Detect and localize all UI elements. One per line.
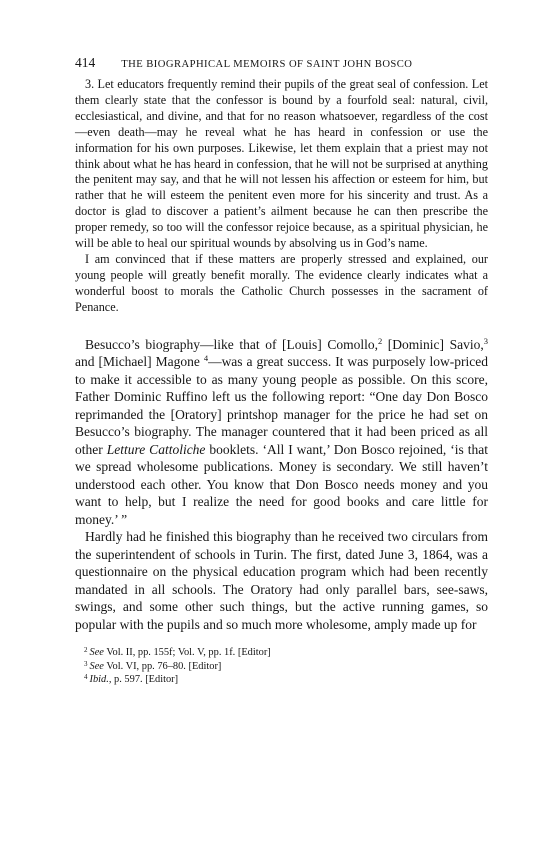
text-run: booklets. ‘All I want,’ Don Bosco rejoined, ‘is that we spread wholesome publications. Money is secondary. We still haven’t understood each other. You know that Don Bosco needs money and you want to help, but I realize the need for good books and care little for money.’ ” — [75, 441, 488, 527]
text-run: and [Michael] Magone — [75, 354, 204, 370]
footnote-ref-4: 4 — [203, 353, 209, 364]
footnote-2 — [84, 645, 488, 659]
footnotes — [75, 645, 488, 686]
footnote-marker: 2 — [84, 646, 88, 655]
footnote-ref-2: 2 — [377, 335, 383, 346]
footnote-text: Vol. VI, pp. 76–80. [Editor] — [103, 660, 222, 672]
text-run: Besucco’s biography—like that of [Louis] Comollo, — [85, 336, 378, 352]
footnote-3 — [84, 659, 488, 673]
running-title: THE BIOGRAPHICAL MEMOIRS OF SAINT JOHN BOSCO — [121, 59, 413, 70]
footnote-see: See — [89, 647, 104, 659]
book-page — [75, 55, 488, 686]
footnote-see: Ibid., — [89, 674, 112, 686]
text-run: [Dominic] Savio, — [382, 336, 484, 352]
body-paragraph-2: Hardly had he finished this biography than he received two circulars from the superintendent of schools in Turin. The first, dated June 3, 1864, was a questionnaire on the physical education program which had been recently mandated in all schools. The Oratory had only parallel bars, see-saws, swings, and some other such things, but the active running games, so popular with the pupils and so much more wholesome, amply made up for — [75, 529, 488, 632]
body-paragraph-1 — [75, 336, 488, 529]
page-number: 414 — [75, 55, 96, 70]
quoted-block — [75, 77, 488, 316]
footnote-4 — [84, 672, 488, 686]
footnote-see: See — [89, 660, 104, 672]
main-text — [75, 336, 488, 634]
quoted-paragraph-1: 3. Let educators frequently remind their pupils of the great seal of confession. Let them clearly state that the confessor is bound by a fourfold seal: natural, civil, ecclesiastical, and divine, and that for no reason whatsoever, regardless of the cost—even death—may he reveal what he has heard in confession or use the information for his own purposes. Likewise, let them explain that a priest may not think about what he has heard in confession, that he will not be surprised at anything the penitent may say, and that he will not lessen his affection or esteem for him, but rather that he will esteem the penitent even more for his sincerity and trust. As a doctor is glad to discover a patient’s ailment because he can then prescribe the proper remedy, so too will the confessor rejoice because, as a spiritual physician, he will be able to heal our spiritual wounds by absolving us in God’s name. — [75, 77, 488, 251]
footnote-marker: 4 — [84, 673, 88, 682]
quoted-paragraph-2: I am convinced that if these matters are properly stressed and explained, our young people will greatly benefit morally. The evidence clearly indicates what a wonderful boost to morals the Catholic Church possesses in the sacrament of Penance. — [75, 251, 488, 314]
footnote-text: p. 597. [Editor] — [111, 674, 179, 686]
running-head — [75, 55, 488, 77]
series-title: Letture Cattoliche — [106, 441, 206, 457]
footnote-marker: 3 — [84, 659, 88, 668]
footnote-ref-3: 3 — [483, 335, 488, 346]
text-run: —was a great success. It was purposely low-priced to make it accessible to as many young people as possible. On this score, Father Dominic Ruffino left us the following report: “One day Don Bosco reprimanded the [Oratory] printshop manager for the price he had set on Besucco’s biography. The manager countered that it had been priced as all other — [75, 354, 489, 457]
footnote-text: Vol. II, pp. 155f; Vol. V, pp. 1f. [Editor] — [103, 647, 271, 659]
